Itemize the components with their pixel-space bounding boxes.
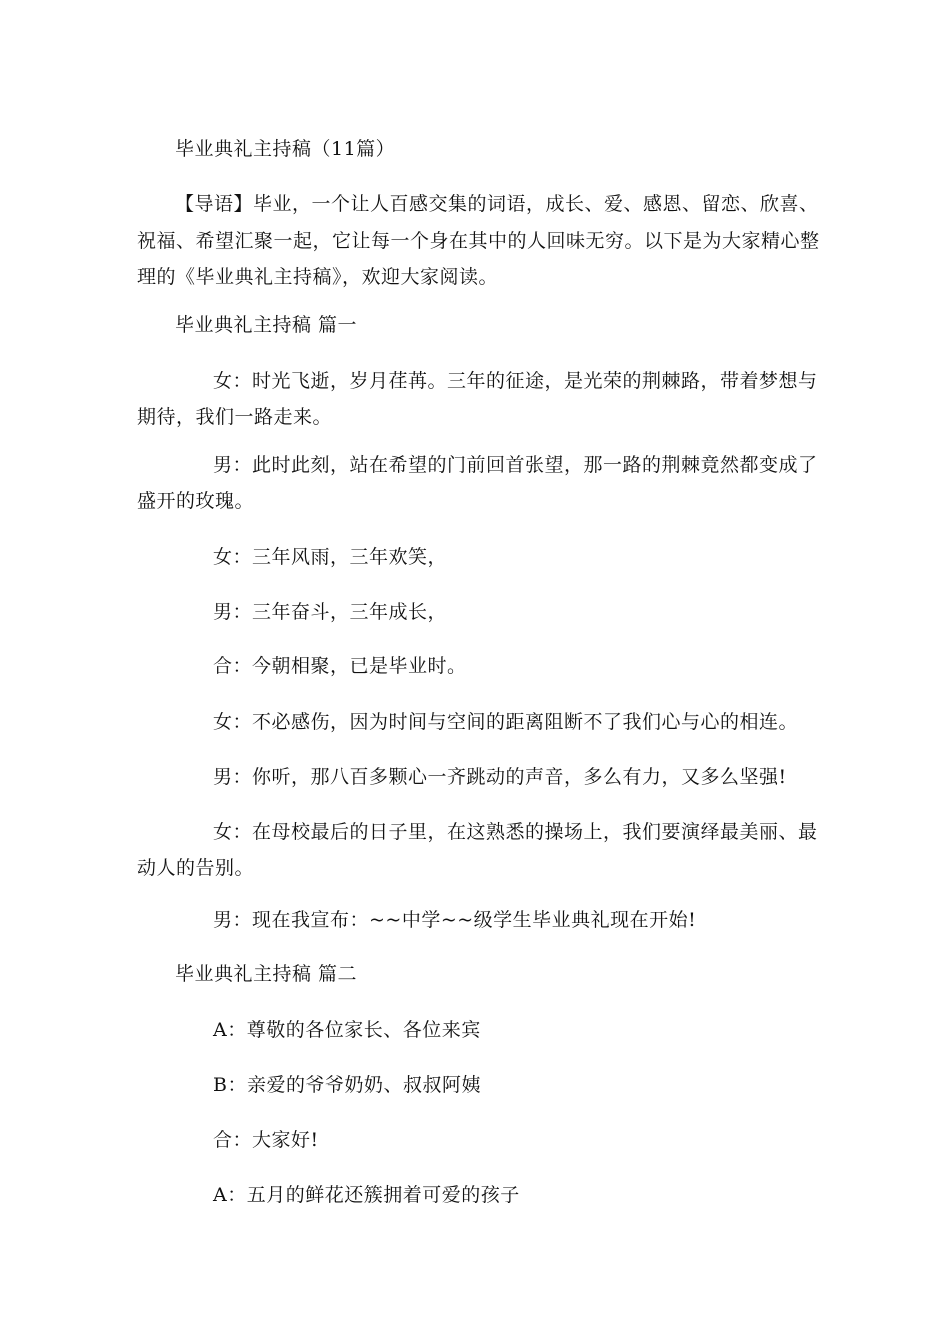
dialogue-line: B：亲爱的爷爷奶奶、叔叔阿姨 [213, 1074, 481, 1096]
dialogue-line: 男：三年奋斗，三年成长， [213, 601, 448, 623]
dialogue-line: 男：现在我宣布：~~中学~~级学生毕业典礼现在开始! [213, 909, 697, 931]
section-heading: 毕业典礼主持稿 篇二 [175, 963, 358, 985]
dialogue-line: 合：今朝相聚，已是毕业时。 [213, 655, 467, 677]
section-heading: 毕业典礼主持稿 篇一 [175, 314, 358, 336]
intro-line: 【导语】毕业，一个让人百感交集的词语，成长、爱、感恩、留恋、欣喜、 [175, 193, 819, 215]
dialogue-line: 合：大家好! [213, 1129, 319, 1151]
dialogue-line: 期待，我们一路走来。 [137, 406, 333, 428]
intro-line: 理的《毕业典礼主持稿》，欢迎大家阅读。 [137, 266, 499, 288]
dialogue-line: 盛开的玫瑰。 [137, 490, 255, 512]
dialogue-line: 女：时光飞逝，岁月荏苒。三年的征途，是光荣的荆棘路，带着梦想与 [213, 370, 818, 392]
dialogue-line: 动人的告别。 [137, 857, 255, 879]
dialogue-line: A：五月的鲜花还簇拥着可爱的孩子 [213, 1184, 520, 1206]
dialogue-line: 女：三年风雨，三年欢笑， [213, 546, 448, 568]
intro-line: 祝福、希望汇聚一起，它让每一个身在其中的人回味无穷。以下是为大家精心整 [137, 230, 820, 252]
dialogue-line: A：尊敬的各位家长、各位来宾 [213, 1019, 481, 1041]
dialogue-line: 男：此时此刻，站在希望的门前回首张望，那一路的荆棘竟然都变成了 [213, 454, 818, 476]
dialogue-line: 女：不必感伤，因为时间与空间的距离阻断不了我们心与心的相连。 [213, 711, 799, 733]
document-title: 毕业典礼主持稿（11篇） [175, 138, 396, 160]
dialogue-line: 女：在母校最后的日子里，在这熟悉的操场上，我们要演绎最美丽、最 [213, 821, 818, 843]
dialogue-line: 男：你听，那八百多颗心一齐跳动的声音，多么有力，又多么坚强! [213, 766, 787, 788]
